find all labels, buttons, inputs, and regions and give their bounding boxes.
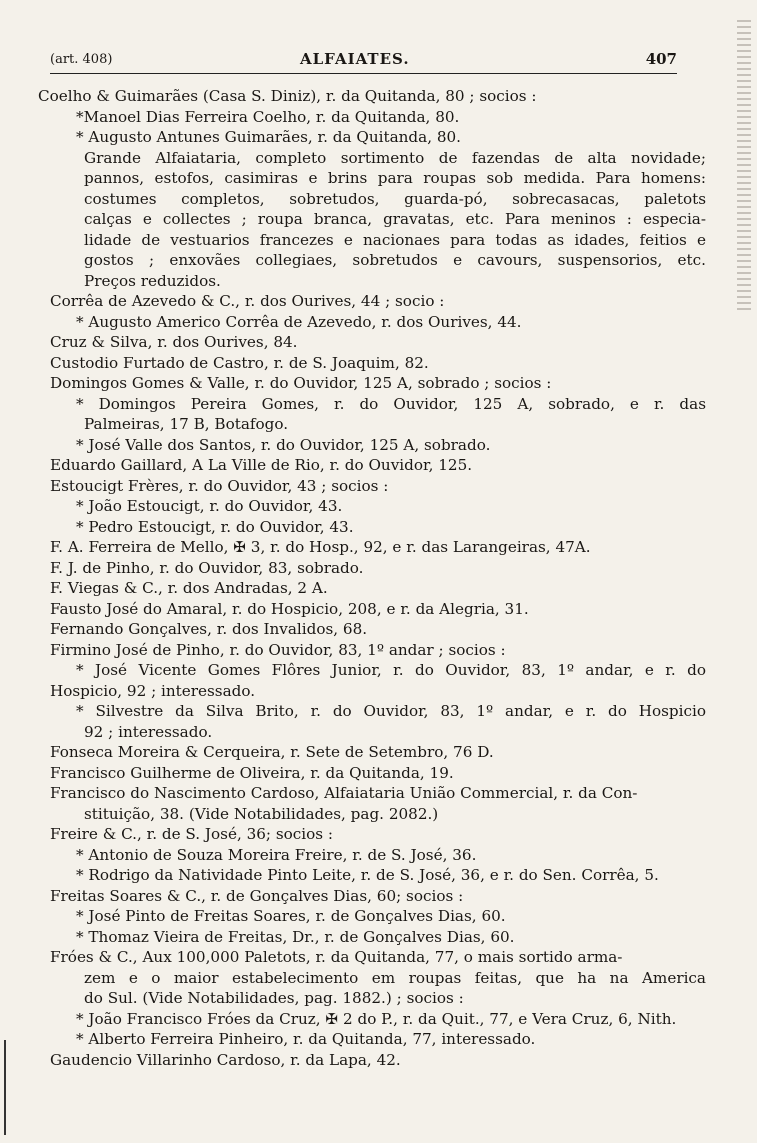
entry-line: * Alberto Ferreira Pinheiro, r. da Quitanda, 77, interessado. bbox=[76, 1030, 536, 1048]
entry-line: zem e o maior estabelecimento em roupas feitas, que ha na America bbox=[84, 968, 706, 987]
entry-line: * Augusto Americo Corrêa de Azevedo, r. dos Ourives, 44. bbox=[76, 312, 522, 331]
entry-line: * Domingos Pereira Gomes, r. do Ouvidor, 125 A, sobrado, e r. das bbox=[76, 394, 706, 413]
entry-line: * Rodrigo da Natividade Pinto Leite, r. de S. José, 36, e r. do Sen. Corrêa, 5. bbox=[76, 866, 659, 884]
entry-line: * Thomaz Vieira de Freitas, Dr., r. de Gonçalves Dias, 60. bbox=[76, 927, 515, 946]
entry-line: * João Estoucigt, r. do Ouvidor, 43. bbox=[76, 497, 343, 515]
page-number: 407 bbox=[645, 50, 677, 68]
entry-line: Eduardo Gaillard, A La Ville de Rio, r. do Ouvidor, 125. bbox=[50, 456, 473, 474]
entry-line: * João Francisco Fróes da Cruz, ✠ 2 do P., r. da Quit., 77, e Vera Cruz, 6, Nith. bbox=[76, 1009, 677, 1028]
entry-line: Fausto José do Amaral, r. do Hospicio, 208, e r. da Alegria, 31. bbox=[50, 599, 529, 618]
entry-line: F. J. de Pinho, r. do Ouvidor, 83, sobrado. bbox=[50, 558, 364, 577]
entry-line: 92 ; interessado. bbox=[84, 722, 213, 741]
entry-line: * Antonio de Souza Moreira Freire, r. de S. José, 36. bbox=[76, 845, 477, 864]
entry-line: Francisco Guilherme de Oliveira, r. da Quitanda, 19. bbox=[50, 763, 454, 782]
entry-line: * José Pinto de Freitas Soares, r. de Gonçalves Dias, 60. bbox=[76, 907, 506, 925]
directory-entries bbox=[38, 86, 706, 1070]
entry-line: Freitas Soares & C., r. de Gonçalves Dias, 60; socios : bbox=[50, 886, 464, 905]
entry-line: do Sul. (Vide Notabilidades, pag. 1882.) ; socios : bbox=[84, 989, 464, 1007]
entry-line: F. A. Ferreira de Mello, ✠ 3, r. do Hosp., 92, e r. das Larangeiras, 47A. bbox=[50, 538, 591, 556]
entry-line: * José Vicente Gomes Flôres Junior, r. do Ouvidor, 83, 1º andar, e r. do bbox=[76, 661, 706, 679]
entry-line: Custodio Furtado de Castro, r. de S. Joaquim, 82. bbox=[50, 353, 429, 372]
entry-line: calças e collectes ; roupa branca, gravatas, etc. Para meninos : especia- bbox=[84, 210, 706, 228]
entry-line: Estoucigt Frères, r. do Ouvidor, 43 ; socios : bbox=[50, 476, 389, 495]
entry-line: *Manoel Dias Ferreira Coelho, r. da Quitanda, 80. bbox=[76, 107, 460, 126]
entry-line: * Augusto Antunes Guimarães, r. da Quitanda, 80. bbox=[76, 128, 462, 146]
entry-line: Cruz & Silva, r. dos Ourives, 84. bbox=[50, 333, 298, 351]
entry-line: Gaudencio Villarinho Cardoso, r. da Lapa, 42. bbox=[50, 1050, 401, 1069]
entry-line: costumes completos, sobretudos, guarda-pó, sobrecasacas, paletots bbox=[84, 189, 706, 208]
entry-line: Fonseca Moreira & Cerqueira, r. Sete de Setembro, 76 D. bbox=[50, 743, 494, 761]
entry-line: Fróes & C., Aux 100,000 Paletots, r. da Quitanda, 77, o mais sortido arma- bbox=[50, 948, 623, 966]
entry-line: * Pedro Estoucigt, r. do Ouvidor, 43. bbox=[76, 517, 354, 536]
entry-line: * Silvestre da Silva Brito, r. do Ouvidor, 83, 1º andar, e r. do Hospicio bbox=[76, 702, 706, 720]
header-rule bbox=[50, 73, 677, 74]
entry-line: F. Viegas & C., r. dos Andradas, 2 A. bbox=[50, 579, 328, 597]
entry-line: stituição, 38. (Vide Notabilidades, pag. 2082.) bbox=[84, 804, 439, 823]
entry-line: * José Valle dos Santos, r. do Ouvidor, 125 A, sobrado. bbox=[76, 435, 491, 454]
entry-line: Palmeiras, 17 B, Botafogo. bbox=[84, 415, 289, 433]
entry-line: pannos, estofos, casimiras e brins para roupas sob medida. Para homens: bbox=[84, 169, 706, 187]
entry-line: Freire & C., r. de S. José, 36; socios : bbox=[50, 825, 334, 843]
entry-line: Hospicio, 92 ; interessado. bbox=[50, 681, 256, 700]
entry-line: Grande Alfaiataria, completo sortimento de fazendas de alta novidade; bbox=[84, 148, 706, 167]
article-reference: (art. 408) bbox=[50, 52, 113, 67]
page-edge-stain bbox=[737, 20, 751, 310]
entry-line: Coelho & Guimarães (Casa S. Diniz), r. da Quitanda, 80 ; socios : bbox=[38, 87, 537, 105]
section-title: ALFAIATES. bbox=[300, 50, 410, 68]
entry-line: Francisco do Nascimento Cardoso, Alfaiataria União Commercial, r. da Con- bbox=[50, 784, 638, 802]
entry-line: Corrêa de Azevedo & C., r. dos Ourives, 44 ; socio : bbox=[50, 292, 445, 310]
entry-line: lidade de vestuarios francezes e nacionaes para todas as idades, feitios e bbox=[84, 230, 706, 249]
entry-line: Preços reduzidos. bbox=[84, 271, 221, 290]
binding-shadow bbox=[4, 1040, 6, 1135]
entry-line: gostos ; enxovães collegiaes, sobretudos e cavours, suspensorios, etc. bbox=[84, 251, 706, 269]
entry-line: Domingos Gomes & Valle, r. do Ouvidor, 125 A, sobrado ; socios : bbox=[50, 374, 552, 392]
entry-line: Fernando Gonçalves, r. dos Invalidos, 68. bbox=[50, 620, 368, 638]
entry-line: Firmino José de Pinho, r. do Ouvidor, 83, 1º andar ; socios : bbox=[50, 640, 506, 659]
